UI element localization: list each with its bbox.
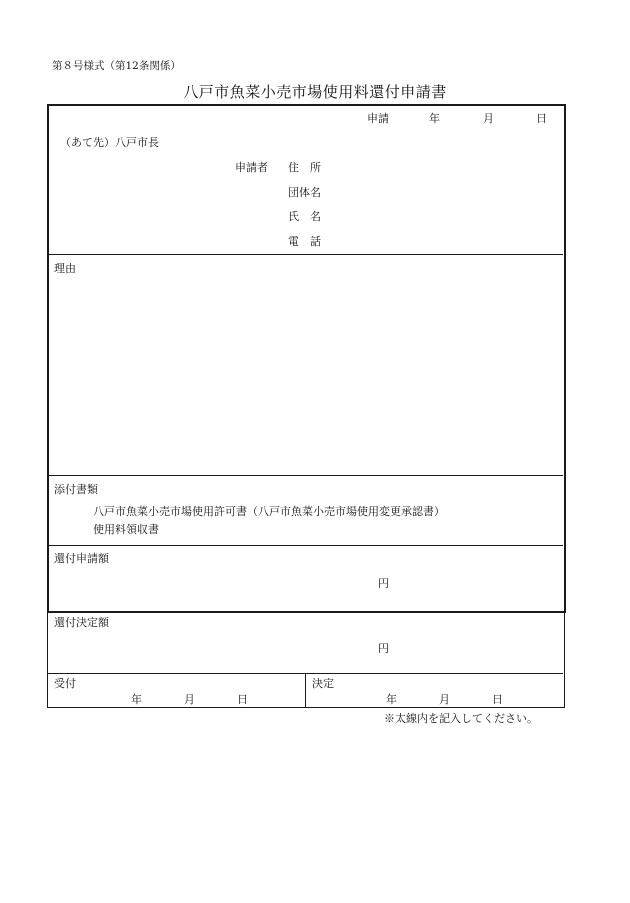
divider-after-reason <box>48 475 563 476</box>
receipt-year-label: 年 <box>131 693 142 706</box>
attachment-item: 使用料領収書 <box>93 523 159 536</box>
divider-after-attachments <box>48 545 563 546</box>
decision-day-label: 日 <box>492 693 503 706</box>
attachments-label: 添付書類 <box>54 483 98 496</box>
footer-note: ※太線内を記入してください。 <box>384 712 538 725</box>
decision-year-label: 年 <box>386 693 397 706</box>
divider-receipt-decision <box>305 673 306 707</box>
receipt-month-label: 月 <box>184 693 195 706</box>
name-label: 氏 名 <box>288 210 321 223</box>
apply-label: 申請 <box>367 112 389 125</box>
refund-decision-yen: 円 <box>378 642 389 655</box>
divider-after-applicant <box>48 254 563 255</box>
receipt-label: 受付 <box>54 677 76 690</box>
organization-label: 団体名 <box>288 186 321 199</box>
addressee: （あて先）八戸市長 <box>60 136 159 149</box>
office-section-border <box>47 608 565 708</box>
form-title: 八戸市魚菜小売市場使用料還付申請書 <box>183 83 447 101</box>
refund-decision-label: 還付決定額 <box>54 616 109 629</box>
address-label: 住 所 <box>288 161 321 174</box>
phone-label: 電 話 <box>288 235 321 248</box>
decision-month-label: 月 <box>439 693 450 706</box>
applicant-label: 申請者 <box>235 161 268 174</box>
applicant-section-border <box>47 104 566 613</box>
apply-day-label: 日 <box>536 112 547 125</box>
refund-request-yen: 円 <box>378 577 389 590</box>
receipt-day-label: 日 <box>237 693 248 706</box>
reason-label: 理由 <box>54 262 76 275</box>
form-number: 第８号様式（第12条関係） <box>52 60 181 72</box>
decision-label: 決定 <box>312 677 334 690</box>
refund-request-label: 還付申請額 <box>54 552 109 565</box>
attachment-item: 八戸市魚菜小売市場使用許可書（八戸市魚菜小売市場使用変更承認書） <box>93 505 445 518</box>
apply-month-label: 月 <box>483 112 494 125</box>
apply-year-label: 年 <box>429 112 440 125</box>
